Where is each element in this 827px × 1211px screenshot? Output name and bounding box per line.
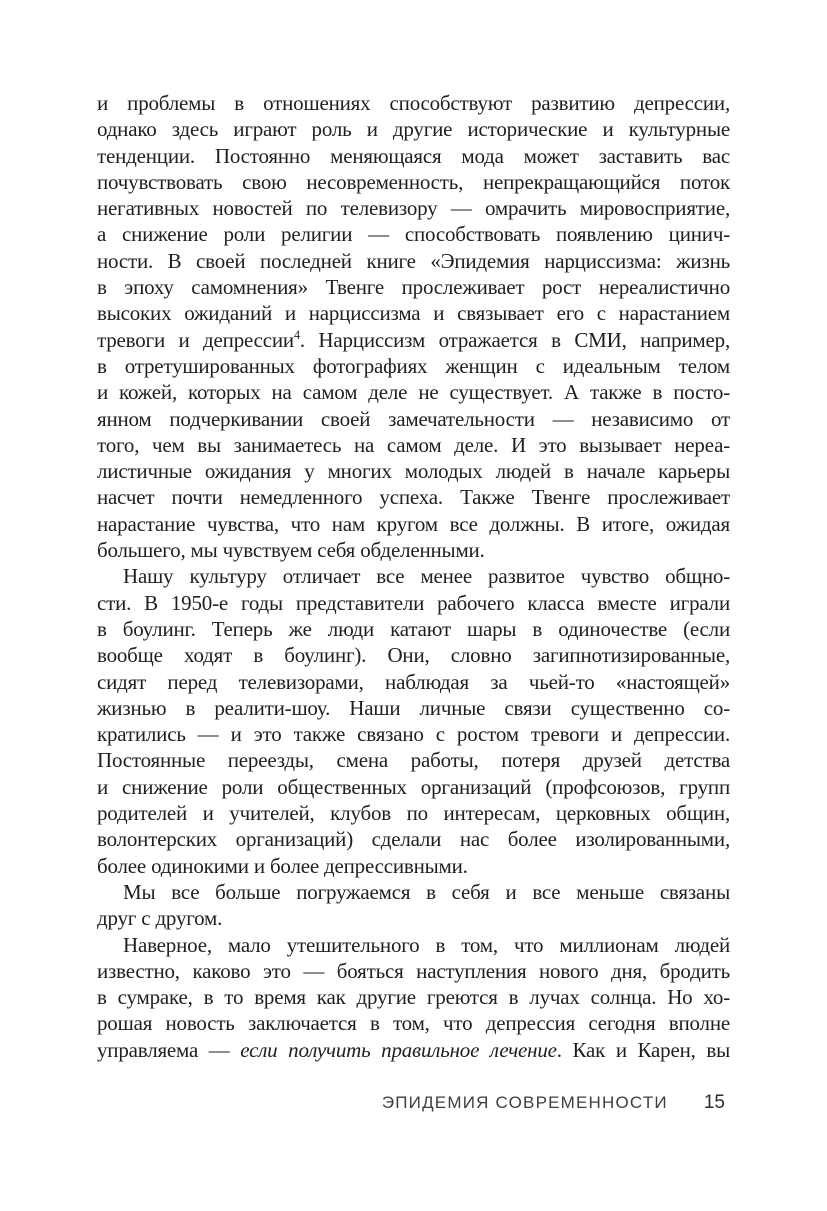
text-line: сти. В 1950-е годы представители рабочего класса вместе играли: [97, 590, 730, 615]
text-line: тревоги и депрессии$^4$. Нарциссизм отражается в СМИ, например,: [97, 327, 730, 352]
text-line: рошая новость заключается в том, что депрессия сегодня вполне: [97, 1011, 730, 1036]
text-line: жизнью в реалити-шоу. Наши личные связи существенно со-: [97, 695, 730, 720]
text-line: тенденции. Постоянно меняющаяся мода может заставить вас: [97, 143, 730, 168]
text-line: Нашу культуру отличает все менее развитое чувство общно-: [123, 564, 730, 589]
text-line: насчет почти немедленного успеха. Также Твенге прослеживает: [97, 485, 730, 510]
text-line: Наверное, мало утешительного в том, что миллионам людей: [123, 932, 730, 957]
text-line: в отретушированных фотографиях женщин с идеальным телом: [97, 353, 730, 378]
text-line: Постоянные переезды, смена работы, потеря друзей детства: [97, 748, 730, 773]
text-line: а снижение роли религии — способствовать появлению цинич-: [97, 222, 730, 247]
page-text: [97, 90, 730, 1063]
text-line: и снижение роли общественных организаций (профсоюзов, групп: [97, 774, 730, 799]
text-line: почувствовать свою несовременность, непрекращающийся поток: [97, 169, 730, 194]
text-line: управляема — если получить правильное лечение. Как и Карен, вы: [97, 1037, 730, 1062]
text-line: вообще ходят в боулинг). Они, словно загипнотизированные,: [97, 643, 730, 668]
running-title: ЭПИДЕМИЯ СОВРЕМЕННОСТИ: [381, 1093, 668, 1112]
text-line: в эпоху самомнения» Твенге прослеживает рост нереалистично: [97, 275, 730, 300]
text-line: более одинокими и более депрессивными.: [97, 853, 468, 878]
text-line: волонтерских организаций) сделали нас более изолированными,: [97, 827, 730, 852]
text-line: негативных новостей по телевизору — омрачить мировосприятие,: [97, 196, 730, 221]
text-line: кратились — и это также связано с ростом тревоги и депрессии.: [97, 722, 730, 747]
text-line: в боулинг. Теперь же люди катают шары в одиночестве (если: [97, 616, 730, 641]
text-line: друг с другом.: [97, 906, 223, 931]
text-line: листичные ожидания у многих молодых людей в начале карьеры: [97, 459, 730, 484]
page-footer: [97, 1092, 730, 1114]
text-line: янном подчеркивании своей замечательности — независимо от: [97, 406, 730, 431]
text-line: однако здесь играют роль и другие исторические и культурные: [97, 117, 730, 142]
text-line: нарастание чувства, что нам кругом все должны. В итоге, ожидая: [97, 511, 730, 536]
text-line: Мы все больше погружаемся в себя и все меньше связаны: [123, 879, 730, 904]
text-line: сидят перед телевизорами, наблюдая за чьей-то «настоящей»: [97, 669, 730, 694]
text-line: родителей и учителей, клубов по интересам, церковных общин,: [97, 801, 730, 826]
text-line: в сумраке, в то время как другие греются в лучах солнца. Но хо-: [97, 985, 730, 1010]
text-line: известно, каково это — бояться наступления нового дня, бродить: [97, 958, 730, 983]
text-line: и проблемы в отношениях способствуют развитию депрессии,: [97, 91, 730, 115]
text-line: большего, мы чувствуем себя обделенными.: [97, 538, 485, 563]
text-line: высоких ожиданий и нарциссизма и связывает его с нарастанием: [97, 301, 730, 326]
text-line: ности. В своей последней книге «Эпидемия нарциссизма: жизнь: [97, 248, 730, 273]
page-number: 15: [703, 1092, 725, 1113]
text-line: и кожей, которых на самом деле не существует. А также в посто-: [97, 380, 730, 405]
text-line: того, чем вы занимаетесь на самом деле. И это вызывает нереа-: [97, 432, 730, 457]
